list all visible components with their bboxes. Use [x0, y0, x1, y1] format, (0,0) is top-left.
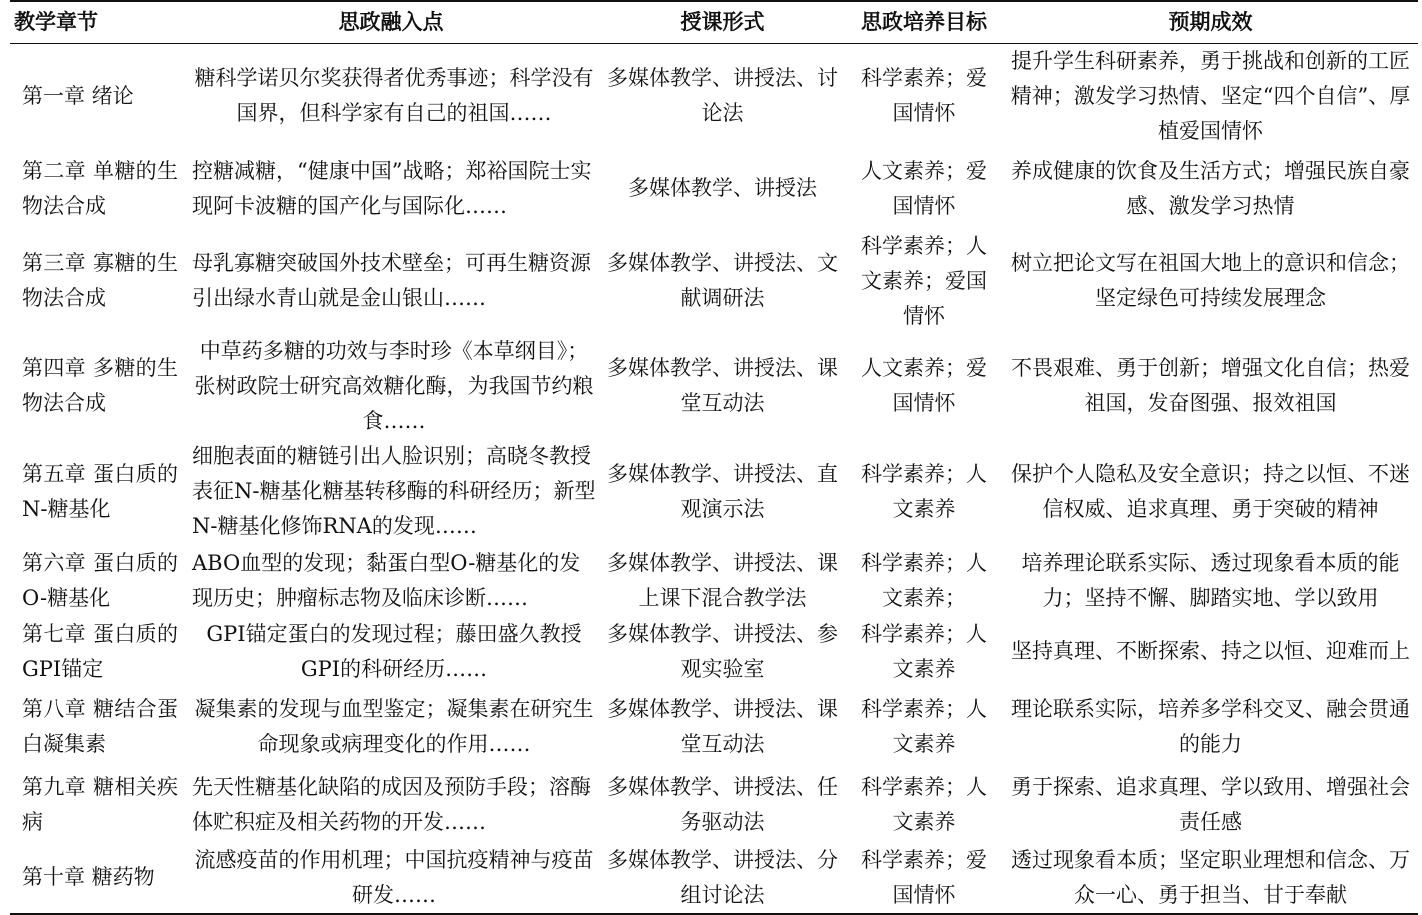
curriculum-table — [10, 0, 1418, 915]
cell-chapter: 第九章 糖相关疾病 — [22, 774, 178, 834]
cell-chapter: 第四章 多糖的生物法合成 — [22, 356, 178, 415]
cell-form: 多媒体教学、讲授法、分组讨论法 — [600, 843, 845, 914]
header-chapter: 教学章节 — [10, 1, 182, 43]
table-row — [10, 687, 1418, 767]
cell-point: 母乳寡糖突破国外技术壁垒；可再生糖资源引出绿水青山就是金山银山…… — [192, 251, 591, 310]
cell-outcome: 培养理论联系实际、透过现象看本质的能力；坚持不懈、脚踏实地、学以致用 — [1021, 550, 1400, 610]
cell-form: 多媒体教学、讲授法、课堂互动法 — [607, 356, 838, 415]
table-row — [10, 43, 1418, 149]
cell-point: 中草药多糖的功效与李时珍《本草纲目》；张树政院士研究高效糖化酶，为我国节约粮食…… — [194, 338, 594, 433]
cell-form: 多媒体教学、讲授法、任务驱动法 — [607, 774, 838, 834]
cell-outcome: 养成健康的饮食及生活方式；增强民族自豪感、激发学习热情 — [1011, 158, 1410, 218]
cell-chapter: 第一章 绪论 — [22, 83, 134, 108]
header-point: 思政融入点 — [182, 1, 600, 43]
header-row — [10, 1, 1418, 43]
cell-goal: 科学素养；人文素养 — [861, 621, 987, 681]
table-row — [10, 149, 1418, 229]
cell-chapter: 第七章 蛋白质的GPI锚定 — [22, 621, 178, 681]
cell-point: 先天性糖基化缺陷的成因及预防手段；溶酶体贮积症及相关药物的开发…… — [192, 774, 591, 834]
cell-goal: 科学素养；人文素养 — [861, 774, 987, 834]
cell-form: 多媒体教学、讲授法、文献调研法 — [607, 251, 838, 310]
cell-outcome: 透过现象看本质；坚定职业理想和信念、万众一心、勇于担当、甘于奉献 — [1003, 843, 1418, 914]
cell-goal: 科学素养；爱国情怀 — [845, 843, 1003, 914]
cell-chapter: 第二章 单糖的生物法合成 — [22, 158, 178, 218]
cell-goal: 科学素养；爱国情怀 — [861, 66, 987, 125]
cell-form: 多媒体教学、讲授法、参观实验室 — [607, 621, 838, 681]
table-header — [10, 1, 1418, 43]
cell-point: 糖科学诺贝尔奖获得者优秀事迹；科学没有国界，但科学家有自己的祖国…… — [194, 66, 594, 125]
cell-chapter: 第八章 糖结合蛋白凝集素 — [22, 696, 178, 756]
cell-outcome: 理论联系实际，培养多学科交叉、融会贯通的能力 — [1011, 696, 1410, 756]
cell-form: 多媒体教学、讲授法、讨论法 — [607, 66, 838, 125]
header-form: 授课形式 — [600, 1, 845, 43]
table-row — [10, 439, 1418, 545]
cell-goal: 科学素养；人文素养 — [861, 696, 987, 756]
table-row — [10, 843, 1418, 914]
table-body — [10, 43, 1418, 914]
cell-goal: 人文素养；爱国情怀 — [861, 158, 987, 218]
cell-form: 多媒体教学、讲授法 — [628, 176, 817, 200]
cell-chapter: 第十章 糖药物 — [10, 843, 182, 914]
cell-point: 细胞表面的糖链引出人脸识别；高晓冬教授表征N-糖基化糖基转移酶的科研经历；新型N-糖基化修饰RNA的发现…… — [192, 444, 596, 538]
table-row — [10, 617, 1418, 687]
cell-outcome: 坚持真理、不断探索、持之以恒、迎难而上 — [1011, 639, 1410, 663]
cell-form: 多媒体教学、讲授法、课上课下混合教学法 — [607, 550, 838, 610]
table-row — [10, 767, 1418, 843]
cell-outcome: 提升学生科研素养，勇于挑战和创新的工匠精神；激发学习热情、坚定“四个自信”、厚植爱国情怀 — [1010, 48, 1411, 143]
header-goal: 思政培养目标 — [845, 1, 1003, 43]
cell-chapter: 第三章 寡糖的生物法合成 — [22, 251, 178, 310]
cell-point: 凝集素的发现与血型鉴定；凝集素在研究生命现象或病理变化的作用…… — [194, 696, 594, 756]
header-outcome: 预期成效 — [1003, 1, 1418, 43]
cell-goal: 人文素养；爱国情怀 — [861, 356, 987, 415]
cell-point: GPI锚定蛋白的发现过程；藤田盛久教授GPI的科研经历…… — [206, 621, 582, 681]
cell-goal: 科学素养；人文素养；爱国情怀 — [861, 233, 987, 328]
cell-outcome: 不畏艰难、勇于创新；增强文化自信；热爱祖国，发奋图强、报效祖国 — [1011, 356, 1410, 415]
table-row — [10, 334, 1418, 439]
cell-goal: 科学素养；人文素养 — [861, 461, 987, 521]
cell-outcome: 勇于探索、追求真理、学以致用、增强社会责任感 — [1011, 774, 1410, 834]
cell-outcome: 保护个人隐私及安全意识；持之以恒、不迷信权威、追求真理、勇于突破的精神 — [1011, 461, 1410, 521]
cell-point: 流感疫苗的作用机理；中国抗疫精神与疫苗研发…… — [182, 843, 600, 914]
cell-form: 多媒体教学、讲授法、直观演示法 — [607, 461, 838, 521]
cell-outcome: 树立把论文写在祖国大地上的意识和信念；坚定绿色可持续发展理念 — [1011, 251, 1410, 310]
cell-chapter: 第六章 蛋白质的O-糖基化 — [22, 550, 178, 610]
cell-goal: 科学素养；人文素养； — [861, 550, 987, 610]
cell-chapter: 第五章 蛋白质的N-糖基化 — [22, 461, 178, 521]
cell-form: 多媒体教学、讲授法、课堂互动法 — [607, 696, 838, 756]
cell-point: ABO血型的发现；黏蛋白型O-糖基化的发现历史；肿瘤标志物及临床诊断…… — [192, 550, 581, 610]
table-row — [10, 229, 1418, 334]
table-row — [10, 545, 1418, 617]
cell-point: 控糖减糖，“健康中国”战略；郑裕国院士实现阿卡波糖的国产化与国际化…… — [192, 158, 592, 218]
